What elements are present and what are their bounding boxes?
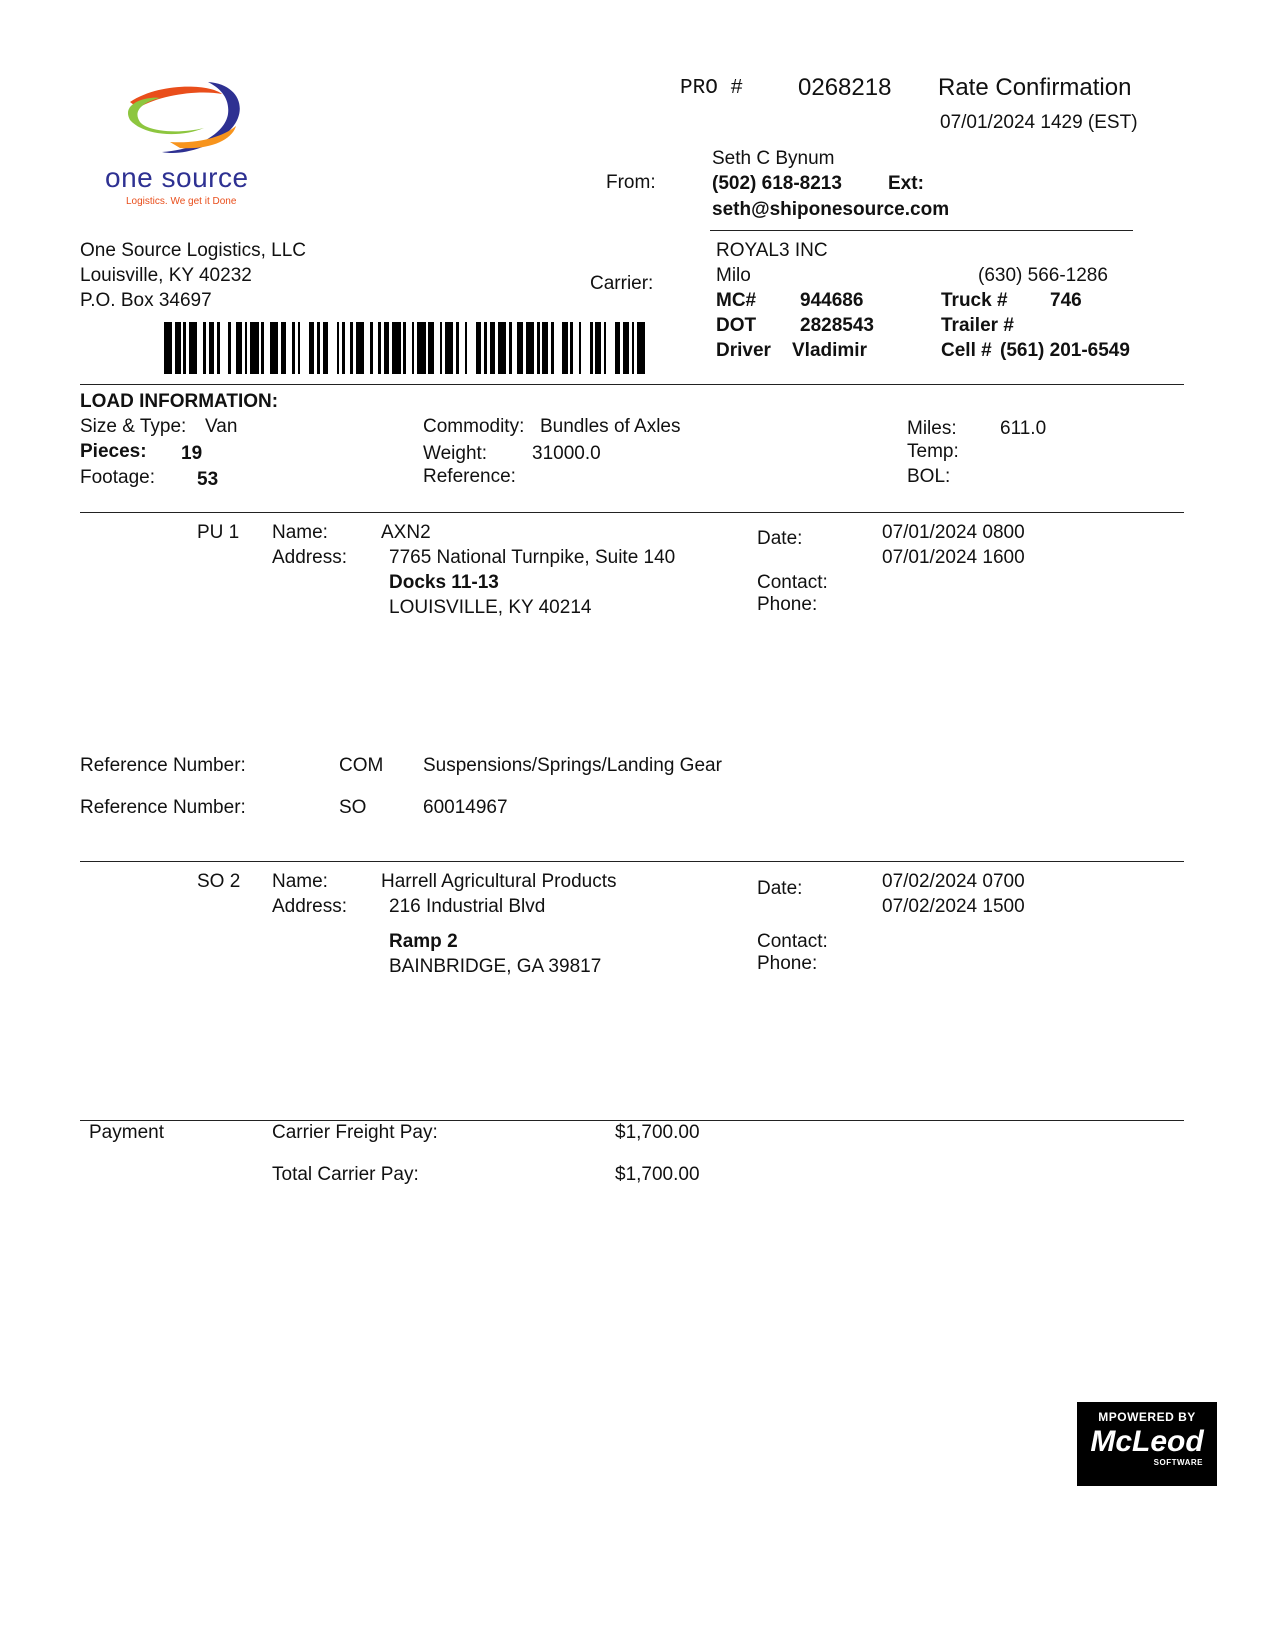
carrier-cell: (561) 201-6549 <box>1000 340 1130 361</box>
carrier-label: Carrier: <box>590 273 654 294</box>
commodity-value: Bundles of Axles <box>540 416 681 437</box>
freight-pay-label: Carrier Freight Pay: <box>272 1122 438 1143</box>
weight-value: 31000.0 <box>532 443 601 464</box>
carrier-mc: 944686 <box>800 290 864 311</box>
carrier-truck: 746 <box>1050 290 1082 311</box>
stop-address1: 7765 National Turnpike, Suite 140 <box>389 547 676 568</box>
stop-contact-label: Contact: <box>757 931 828 952</box>
pro-label: PRO # <box>680 77 744 100</box>
stop-phone-label: Phone: <box>757 594 818 615</box>
payment-divider <box>80 1120 1184 1121</box>
carrier-dot-label: DOT <box>716 315 757 336</box>
stop-name-label: Name: <box>272 522 328 543</box>
pieces-label: Pieces: <box>80 441 147 462</box>
total-pay-value: $1,700.00 <box>615 1164 700 1185</box>
reference-value: Suspensions/Springs/Landing Gear <box>423 755 722 776</box>
header-divider <box>80 384 1184 385</box>
reference-code: COM <box>339 755 384 776</box>
company-logo <box>100 72 280 212</box>
stop-date-label: Date: <box>757 528 803 549</box>
logo-text: one source <box>105 162 249 193</box>
mcleod-badge <box>1077 1402 1217 1486</box>
company-name: One Source Logistics, LLC <box>80 240 307 261</box>
from-phone: (502) 618-8213 <box>712 173 842 194</box>
carrier-name: ROYAL3 INC <box>716 240 828 261</box>
from-name: Seth C Bynum <box>712 148 835 169</box>
stop-date-label: Date: <box>757 878 803 899</box>
carrier-phone: (630) 566-1286 <box>978 265 1108 286</box>
stop-address-label: Address: <box>272 896 347 917</box>
total-pay-label: Total Carrier Pay: <box>272 1164 419 1185</box>
miles-value: 611.0 <box>1000 418 1047 439</box>
from-divider <box>710 230 1133 231</box>
reference-number-label: Reference Number: <box>80 755 246 776</box>
carrier-mc-label: MC# <box>716 290 757 311</box>
pro-number: 0268218 <box>798 74 892 101</box>
document-datetime: 07/01/2024 1429 (EST) <box>940 112 1138 133</box>
stop-phone-label: Phone: <box>757 953 818 974</box>
stop-address1: 216 Industrial Blvd <box>389 896 546 917</box>
carrier-truck-label: Truck # <box>941 290 1008 311</box>
bol-label: BOL: <box>907 466 951 487</box>
logo-swoosh-icon <box>100 72 280 172</box>
size-type-label: Size & Type: <box>80 416 187 437</box>
footage-value: 53 <box>197 469 219 490</box>
stop-date-from: 07/01/2024 0800 <box>882 522 1025 543</box>
pieces-value: 19 <box>181 443 203 464</box>
stop-name: AXN2 <box>381 522 431 543</box>
temp-label: Temp: <box>907 441 959 462</box>
stop-city: BAINBRIDGE, GA 39817 <box>389 956 602 977</box>
stop-city: LOUISVILLE, KY 40214 <box>389 597 592 618</box>
from-label: From: <box>606 172 656 193</box>
carrier-contact: Milo <box>716 265 751 286</box>
carrier-cell-label: Cell # <box>941 340 992 361</box>
stop-date-to: 07/02/2024 1500 <box>882 896 1025 917</box>
reference-number-label: Reference Number: <box>80 797 246 818</box>
miles-label: Miles: <box>907 418 957 439</box>
commodity-label: Commodity: <box>423 416 525 437</box>
badge-line3: SOFTWARE <box>1153 1458 1203 1467</box>
from-email: seth@shiponesource.com <box>712 199 950 220</box>
stop-address2: Docks 11-13 <box>389 572 499 593</box>
reference-code: SO <box>339 797 367 818</box>
carrier-dot: 2828543 <box>800 315 874 336</box>
stop-code: PU 1 <box>197 522 240 543</box>
from-ext-label: Ext: <box>888 173 924 194</box>
badge-line2: McLeod <box>1090 1425 1204 1458</box>
carrier-driver-label: Driver <box>716 340 771 361</box>
company-po-box: P.O. Box 34697 <box>80 290 212 311</box>
badge-line1: MPOWERED BY <box>1098 1410 1196 1424</box>
logo-tagline: Logistics. We get it Done <box>126 196 237 207</box>
stop-date-to: 07/01/2024 1600 <box>882 547 1025 568</box>
reference-label: Reference: <box>423 466 516 487</box>
load-divider <box>80 512 1184 513</box>
carrier-trailer-label: Trailer # <box>941 315 1014 336</box>
stop-name: Harrell Agricultural Products <box>381 871 617 892</box>
stop-address-label: Address: <box>272 547 347 568</box>
stop-address2: Ramp 2 <box>389 931 458 952</box>
size-type-value: Van <box>205 416 238 437</box>
weight-label: Weight: <box>423 443 488 464</box>
barcode <box>164 322 652 374</box>
stop-date-from: 07/02/2024 0700 <box>882 871 1025 892</box>
load-heading: LOAD INFORMATION: <box>80 391 279 412</box>
stop-divider <box>80 861 1184 862</box>
company-city: Louisville, KY 40232 <box>80 265 252 286</box>
document-title: Rate Confirmation <box>938 74 1132 101</box>
footage-label: Footage: <box>80 467 155 488</box>
stop-contact-label: Contact: <box>757 572 828 593</box>
carrier-driver: Vladimir <box>792 340 867 361</box>
payment-label: Payment <box>89 1122 164 1143</box>
reference-value: 60014967 <box>423 797 508 818</box>
stop-code: SO 2 <box>197 871 241 892</box>
freight-pay-value: $1,700.00 <box>615 1122 700 1143</box>
stop-name-label: Name: <box>272 871 328 892</box>
